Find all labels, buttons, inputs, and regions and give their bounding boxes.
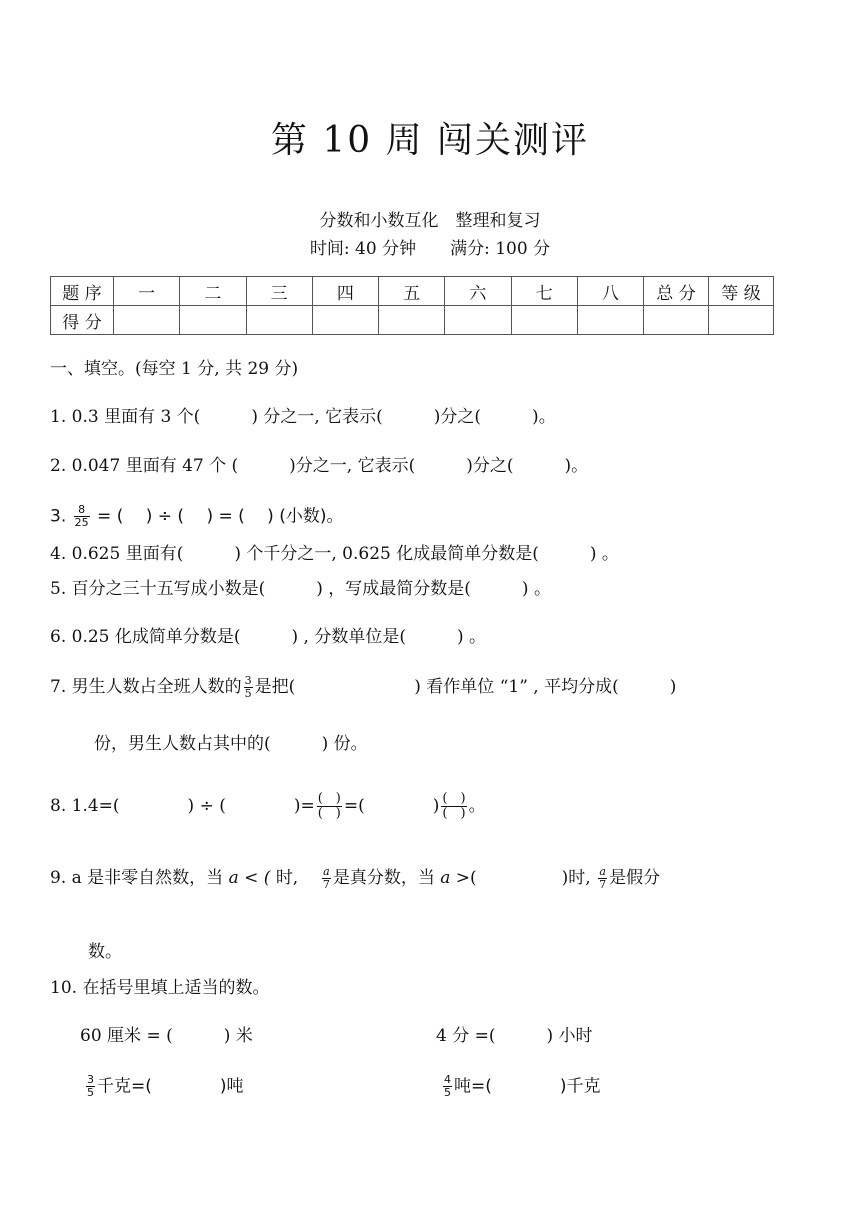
question-1: 1. 0.3 里面有 3 个( ) 分之一, 它表示( )分之( )。 bbox=[50, 407, 556, 427]
score-input-cell[interactable] bbox=[577, 306, 643, 335]
conversion-a: 60 厘米 = ( ) 米 bbox=[80, 1026, 253, 1046]
question-number: 3. bbox=[50, 506, 67, 527]
fraction: $\frac{8}{25}$ bbox=[74, 503, 89, 529]
subtitle: 分数和小数互化 整理和复习 bbox=[319, 211, 541, 231]
fraction: $\frac{a}{7}$ bbox=[599, 865, 607, 891]
question-7-continued: 份，男生人数占其中的( ) 份。 bbox=[94, 734, 368, 754]
fraction: $\frac{4}{5}$ bbox=[444, 1073, 451, 1099]
score-header-cell: 五 bbox=[379, 277, 445, 306]
page-title: 第 10 周 闯关测评 bbox=[270, 120, 590, 161]
question-2: 2. 0.047 里面有 47 个 ( )分之一, 它表示( )分之( )。 bbox=[50, 456, 589, 476]
score-input-cell[interactable] bbox=[114, 306, 180, 335]
time-info: 时间: 40 分钟 满分: 100 分 bbox=[309, 239, 551, 259]
fraction: $\frac{a}{7}$ bbox=[322, 865, 330, 891]
score-header-cell: 二 bbox=[180, 277, 246, 306]
score-input-cell[interactable] bbox=[445, 306, 511, 335]
question-9-continued: 数。 bbox=[88, 942, 122, 962]
score-input-cell[interactable] bbox=[709, 306, 774, 335]
score-input-cell[interactable] bbox=[511, 306, 577, 335]
fraction: $\frac{3}{5}$ bbox=[244, 674, 252, 700]
score-table bbox=[50, 276, 774, 335]
score-header-cell: 题 序 bbox=[51, 277, 114, 306]
score-input-cell[interactable] bbox=[644, 306, 709, 335]
score-header-cell: 八 bbox=[577, 277, 643, 306]
conversion-d: $\frac{4}{5}$ 吨=( )千克 bbox=[444, 1073, 601, 1099]
fraction: $\frac{( )}{( )}$ bbox=[317, 791, 341, 821]
question-3: 3. $\frac{8}{25}$ = ( ) ÷ ( ) = ( ) (小数)。 bbox=[50, 503, 344, 529]
fraction: $\frac{( )}{( )}$ bbox=[442, 791, 466, 821]
score-table-header-row bbox=[51, 277, 774, 306]
question-7: 7. 男生人数占全班人数的 $\frac{3}{5}$ 是把( ) 看作单位 “1” , 平均分成( ) bbox=[50, 674, 677, 700]
score-header-cell: 总 分 bbox=[644, 277, 709, 306]
question-6: 6. 0.25 化成简单分数是( ) , 分数单位是( ) 。 bbox=[50, 627, 487, 647]
question-8: 8. 1.4=( ) ÷ ( )= $\frac{( )}{( )}$ =( ) $\frac{( )}{( )}$ 。 bbox=[50, 791, 486, 821]
question-10: 10. 在括号里填上适当的数。 bbox=[50, 978, 270, 998]
score-header-cell: 四 bbox=[312, 277, 378, 306]
score-row-label: 得 分 bbox=[51, 306, 114, 335]
conversion-b: 4 分 =( ) 小时 bbox=[436, 1026, 593, 1046]
score-header-cell: 一 bbox=[114, 277, 180, 306]
section-heading: 一、填空。(每空 1 分, 共 29 分) bbox=[50, 359, 299, 379]
question-4: 4. 0.625 里面有( ) 个千分之一, 0.625 化成最简单分数是( ) 。 bbox=[50, 544, 619, 564]
score-input-cell[interactable] bbox=[180, 306, 246, 335]
question-5: 5. 百分之三十五写成小数是( ) ，写成最简分数是( ) 。 bbox=[50, 579, 551, 599]
score-header-cell: 七 bbox=[511, 277, 577, 306]
conversion-c: $\frac{3}{5}$ 千克=( )吨 bbox=[87, 1073, 244, 1099]
score-header-cell: 三 bbox=[246, 277, 312, 306]
score-input-cell[interactable] bbox=[312, 306, 378, 335]
score-header-cell: 六 bbox=[445, 277, 511, 306]
score-input-cell[interactable] bbox=[246, 306, 312, 335]
score-header-cell: 等 级 bbox=[709, 277, 774, 306]
score-input-cell[interactable] bbox=[379, 306, 445, 335]
fraction: $\frac{3}{5}$ bbox=[87, 1073, 94, 1099]
score-table-score-row bbox=[51, 306, 774, 335]
question-9: 9. a 是非零自然数，当 a < ( 时, $\frac{a}{7}$ 是真分数，当 a >( )时, $\frac{a}{7}$ 是假分 bbox=[50, 865, 661, 891]
